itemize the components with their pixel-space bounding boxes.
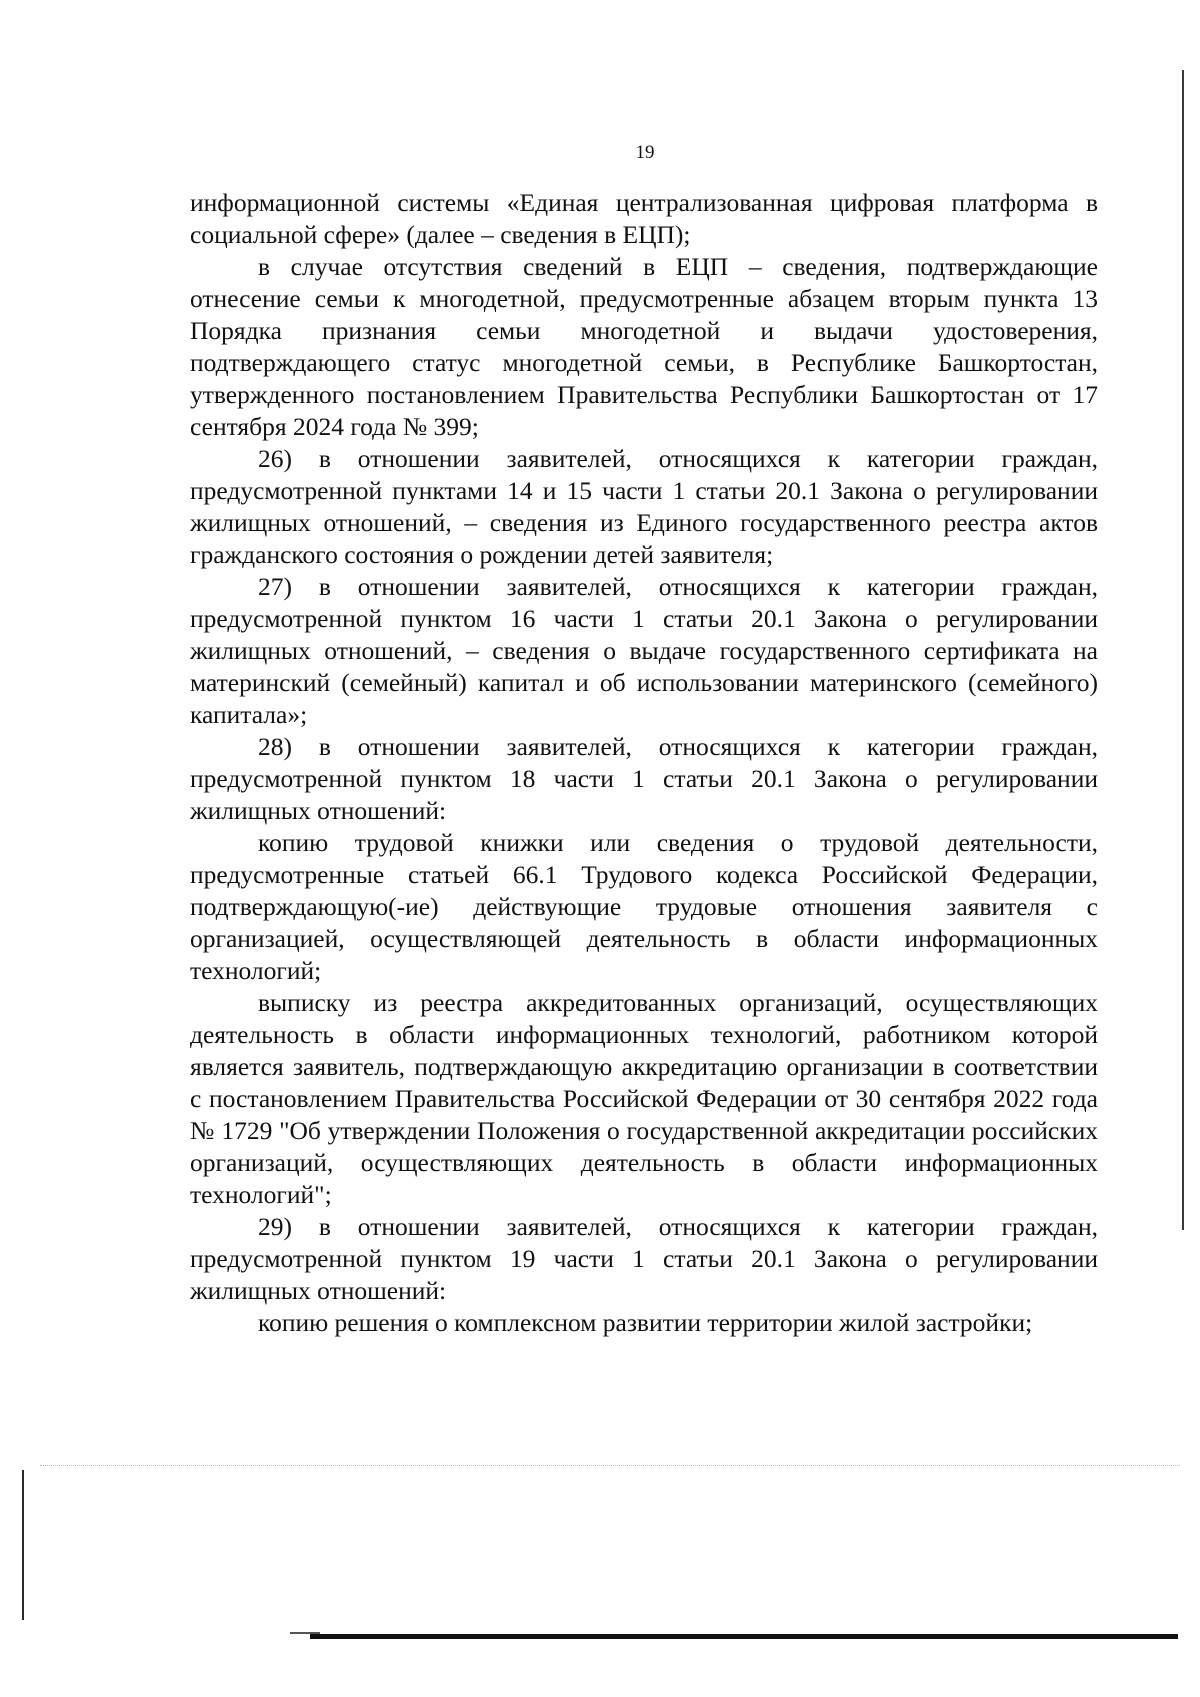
scan-edge-line-left xyxy=(22,1470,24,1620)
paragraph-item-28: 28) в отношении заявителей, относящихся к категории граждан, предусмотренной пунктом 18 части 1 статьи 20.1 Закона о регулировании жилищных отношений: xyxy=(190,732,1098,825)
paragraph-item-27: 27) в отношении заявителей, относящихся к категории граждан, предусмотренной пунктом 16 части 1 статьи 20.1 Закона о регулировании жилищных отношений, – сведения о выдаче государственного сертификата на материнский (семейный) капитал и об использовании материнского (семейного) капитала»; xyxy=(190,572,1098,729)
paragraph-continuation: информационной системы «Единая централизованная цифровая платформа в социальной сфере» (далее – сведения в ЕЦП); xyxy=(190,188,1098,249)
paragraph-labor-book: копию трудовой книжки или сведения о трудовой деятельности, предусмотренные статьей 66.1 Трудового кодекса Российской Федерации, подтверждающую(-ие) действующие трудовые отношения заявителя с организацией, осуществляющей деятельность в области информационных технологий; xyxy=(190,828,1098,985)
paragraph-ecp-absence: в случае отсутствия сведений в ЕЦП – сведения, подтверждающие отнесение семьи к многодетной, предусмотренные абзацем вторым пункта 13 Порядка признания семьи многодетной и выдачи удостоверения, подтверждающего статус многодетной семьи, в Республике Башкортостан, утвержденного постановлением Правительства Республики Башкортостан от 17 сентября 2024 года № 399; xyxy=(190,252,1098,441)
page-number: 19 xyxy=(635,142,655,163)
paragraph-development-decision: копию решения о комплексном развитии территории жилой застройки; xyxy=(258,1308,1033,1337)
paragraph-item-26: 26) в отношении заявителей, относящихся к категории граждан, предусмотренной пунктами 14 и 15 части 1 статьи 20.1 Закона о регулировании жилищных отношений, – сведения из Единого государственного реестра актов гражданского состояния о рождении детей заявителя; xyxy=(190,444,1098,569)
scan-bottom-edge xyxy=(310,1634,1178,1639)
scan-edge-line-right xyxy=(1182,70,1184,1230)
paragraph-registry-extract: выписку из реестра аккредитованных организаций, осуществляющих деятельность в области информационных технологий, работником которой является заявитель, подтверждающую аккредитацию организации в соответствии с постановлением Правительства Российской Федерации от 30 сентября 2022 года № 1729 "Об утверждении Положения о государственной аккредитации российских организаций, осуществляющих деятельность в области информационных технологий"; xyxy=(190,988,1098,1209)
paragraph-item-29: 29) в отношении заявителей, относящихся к категории граждан, предусмотренной пунктом 19 части 1 статьи 20.1 Закона о регулировании жилищных отношений: xyxy=(190,1212,1098,1305)
scan-noise-line xyxy=(40,1465,1180,1466)
document-body xyxy=(190,187,1098,1339)
